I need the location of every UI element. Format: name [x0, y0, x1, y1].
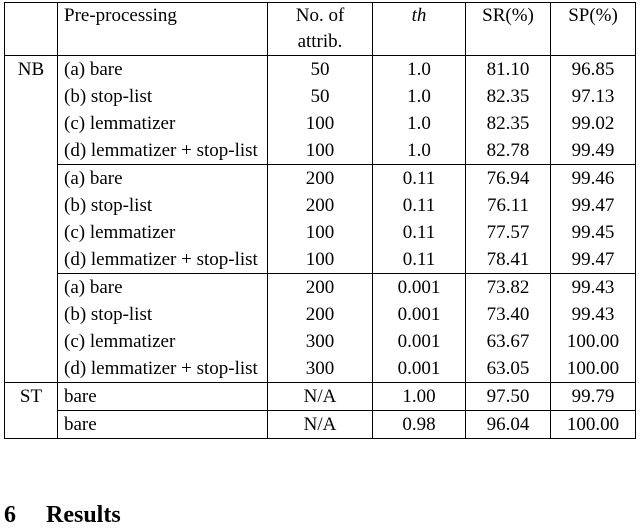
table-row: [5, 355, 636, 383]
header-group-cell: [5, 3, 58, 56]
preprocessing-cell: bare: [58, 411, 268, 439]
preprocessing-cell: (c) lemmatizer: [58, 110, 268, 137]
sr-cell: 81.10: [466, 56, 551, 84]
attrib-cell: 50: [268, 83, 373, 110]
th-cell: 1.0: [373, 56, 466, 84]
sp-cell: 100.00: [551, 411, 636, 439]
th-cell: 1.0: [373, 137, 466, 165]
sp-cell: 96.85: [551, 56, 636, 84]
table-row: [5, 192, 636, 219]
sp-cell: 99.02: [551, 110, 636, 137]
preprocessing-cell: (a) bare: [58, 165, 268, 193]
group-label: NB: [5, 56, 58, 383]
th-cell: 1.0: [373, 110, 466, 137]
sp-cell: 99.49: [551, 137, 636, 165]
table-row: [5, 110, 636, 137]
sp-cell: 99.45: [551, 219, 636, 246]
preprocessing-cell: (a) bare: [58, 56, 268, 84]
attrib-cell: 100: [268, 219, 373, 246]
th-cell: 1.00: [373, 383, 466, 411]
sr-cell: 73.40: [466, 301, 551, 328]
table-row: [5, 219, 636, 246]
attrib-cell: 200: [268, 301, 373, 328]
th-cell: 0.001: [373, 274, 466, 302]
preprocessing-cell: (b) stop-list: [58, 192, 268, 219]
header-sp: SP(%): [551, 3, 636, 56]
table-row: [5, 274, 636, 302]
table-header-row: [5, 3, 636, 56]
attrib-cell: 200: [268, 165, 373, 193]
th-cell: 1.0: [373, 83, 466, 110]
sr-cell: 73.82: [466, 274, 551, 302]
sp-cell: 97.13: [551, 83, 636, 110]
sp-cell: 100.00: [551, 328, 636, 355]
sr-cell: 97.50: [466, 383, 551, 411]
results-table: [4, 2, 636, 439]
sp-cell: 99.43: [551, 274, 636, 302]
sr-cell: 96.04: [466, 411, 551, 439]
header-attrib: [268, 3, 373, 56]
sr-cell: 76.94: [466, 165, 551, 193]
header-preprocessing: Pre-processing: [58, 3, 268, 56]
th-cell: 0.001: [373, 328, 466, 355]
preprocessing-cell: (b) stop-list: [58, 83, 268, 110]
header-th: th: [373, 3, 466, 56]
table-row: [5, 246, 636, 274]
table-row: [5, 411, 636, 439]
th-cell: 0.11: [373, 219, 466, 246]
sr-cell: 78.41: [466, 246, 551, 274]
sp-cell: 99.79: [551, 383, 636, 411]
header-attrib-line1: No. of: [295, 5, 345, 26]
th-cell: 0.11: [373, 165, 466, 193]
attrib-cell: 300: [268, 328, 373, 355]
sp-cell: 99.46: [551, 165, 636, 193]
preprocessing-cell: (b) stop-list: [58, 301, 268, 328]
attrib-cell: 200: [268, 274, 373, 302]
sr-cell: 77.57: [466, 219, 551, 246]
table-row: [5, 137, 636, 165]
preprocessing-cell: (c) lemmatizer: [58, 219, 268, 246]
attrib-cell: N/A: [268, 383, 373, 411]
attrib-cell: 50: [268, 56, 373, 84]
sr-cell: 63.05: [466, 355, 551, 383]
preprocessing-cell: (d) lemmatizer + stop-list: [58, 355, 268, 383]
preprocessing-cell: (d) lemmatizer + stop-list: [58, 137, 268, 165]
header-attrib-line2: attrib.: [297, 31, 343, 52]
table-row: [5, 83, 636, 110]
sp-cell: 99.47: [551, 246, 636, 274]
group-label: ST: [5, 383, 58, 439]
sr-cell: 82.35: [466, 110, 551, 137]
sp-cell: 100.00: [551, 355, 636, 383]
attrib-cell: 100: [268, 110, 373, 137]
attrib-cell: N/A: [268, 411, 373, 439]
sp-cell: 99.47: [551, 192, 636, 219]
preprocessing-cell: (a) bare: [58, 274, 268, 302]
table-row: [5, 165, 636, 193]
th-cell: 0.98: [373, 411, 466, 439]
preprocessing-cell: (c) lemmatizer: [58, 328, 268, 355]
sr-cell: 82.35: [466, 83, 551, 110]
sr-cell: 76.11: [466, 192, 551, 219]
sr-cell: 82.78: [466, 137, 551, 165]
table-row: [5, 56, 636, 84]
section-number: 6: [4, 502, 16, 528]
section-heading: [4, 500, 121, 530]
preprocessing-cell: (d) lemmatizer + stop-list: [58, 246, 268, 274]
section-title: Results: [46, 502, 121, 528]
attrib-cell: 300: [268, 355, 373, 383]
attrib-cell: 200: [268, 192, 373, 219]
header-sr: SR(%): [466, 3, 551, 56]
th-cell: 0.11: [373, 192, 466, 219]
attrib-cell: 100: [268, 137, 373, 165]
attrib-cell: 100: [268, 246, 373, 274]
th-cell: 0.001: [373, 301, 466, 328]
sp-cell: 99.43: [551, 301, 636, 328]
table-row: [5, 301, 636, 328]
th-cell: 0.11: [373, 246, 466, 274]
preprocessing-cell: bare: [58, 383, 268, 411]
th-cell: 0.001: [373, 355, 466, 383]
table-row: [5, 328, 636, 355]
table-row: [5, 383, 636, 411]
sr-cell: 63.67: [466, 328, 551, 355]
